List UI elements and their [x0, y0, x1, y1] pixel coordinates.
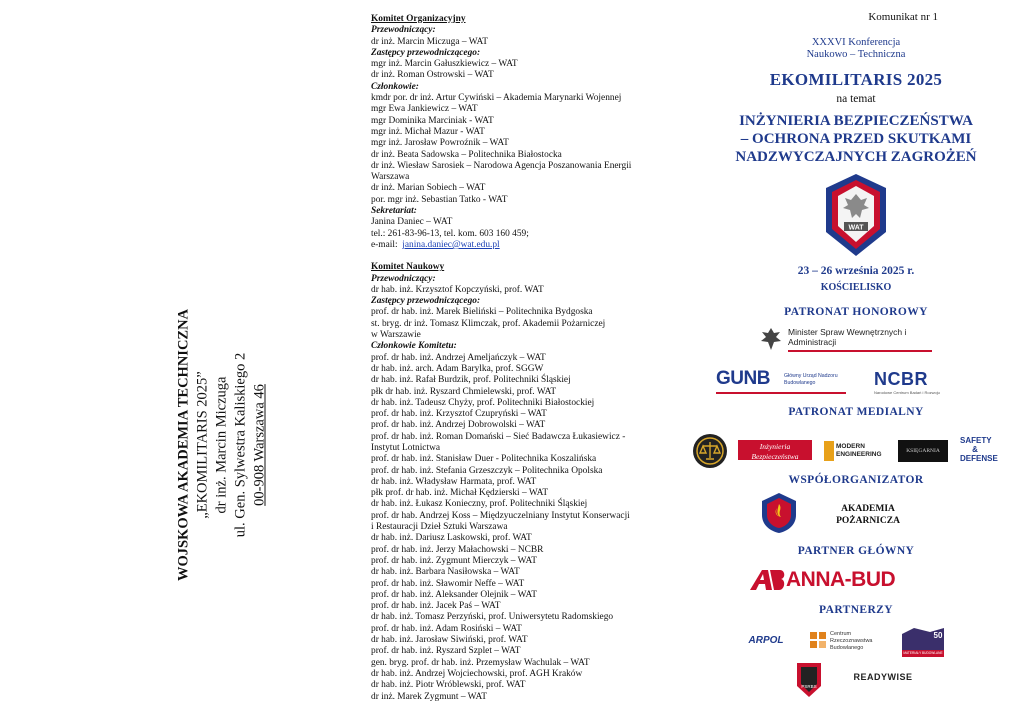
- svg-text:50: 50: [933, 631, 943, 640]
- address-institution: WOJSKOWA AKADEMIA TECHNICZNA: [175, 308, 192, 582]
- org-member: por. mgr inż. Sebastian Tatko - WAT: [371, 194, 508, 205]
- sci-member: dr hab. inż. Tadeusz Chyży, prof. Politechniki Białostockiej: [371, 397, 595, 408]
- sci-member: dr hab. inż. Andrzej Wojciechowski, prof. AGH Kraków: [371, 668, 583, 679]
- org-member: mgr inż. Michał Mazur - WAT: [371, 126, 485, 137]
- org-member: dr inż. Beata Sadowska – Politechnika Białostocka: [371, 149, 562, 160]
- media-modern-logo: [824, 440, 882, 462]
- sci-member: dr hab. inż. Jarosław Siwiński, prof. WAT: [371, 635, 528, 646]
- address-postcode: 00-908 Warszawa 46: [251, 384, 268, 506]
- org-chair: dr inż. Marcin Miczuga – WAT: [371, 36, 488, 47]
- org-deputy: mgr inż. Marcin Gałuszkiewicz – WAT: [371, 59, 518, 70]
- sci-member: dr hab. inż. Dariusz Laskowski, prof. WAT: [371, 533, 532, 544]
- gunb-logo: [716, 368, 856, 396]
- secretariat-role: Sekretariat:: [371, 206, 417, 217]
- email-label: e-mail:: [371, 239, 398, 250]
- sci-member: dr hab. inż. Piotr Wróblewski, prof. WAT: [371, 680, 526, 691]
- heading-main-partner: PARTNER GŁÓWNY: [797, 545, 915, 557]
- address-street: ul. Gen. Sylwestra Kaliskiego 2: [232, 352, 249, 538]
- sci-chair-role: Przewodniczący:: [371, 273, 436, 284]
- cover-panel: [688, 0, 1024, 723]
- topic-line: NADZWYCZAJNYCH ZAGROŻEŃ: [735, 149, 977, 165]
- arpol-text: ARPOL: [748, 635, 784, 646]
- sci-member: prof. dr hab. inż. Jerzy Małachowski – NCBR: [371, 544, 544, 555]
- psrbs-logo: [796, 662, 822, 698]
- sci-member: dr hab. inż. arch. Adam Barylka, prof. SGGW: [371, 363, 544, 374]
- heading-honorary: PATRONAT HONOROWY: [784, 306, 928, 318]
- org-member: kmdr por. dr inż. Artur Cywiński – Akademia Marynarki Wojennej: [371, 93, 622, 104]
- sci-member: płk prof. dr hab. inż. Michał Kędzierski – WAT: [371, 488, 549, 499]
- psrbs-shield-icon: [796, 662, 822, 698]
- sci-member: prof. dr hab. inż. Aleksander Olejnik – WAT: [371, 589, 537, 600]
- readywise-text: READYWISE: [853, 672, 913, 682]
- sci-member: prof. dr hab. inż. Krzysztof Czupryński – WAT: [371, 409, 547, 420]
- heading-coorganizer: WSPÓŁORGANIZATOR: [788, 474, 924, 486]
- sci-member: płk dr hab. inż. Ryszard Chmielewski, prof. WAT: [371, 386, 557, 397]
- sci-member: prof. dr hab. inż. Roman Domański – Sieć Badawcza Łukasiewicz -: [371, 431, 626, 442]
- conference-name: EKOMILITARIS 2025: [769, 70, 943, 89]
- na-temat-label: na temat: [836, 93, 876, 105]
- sci-member: prof. dr hab. inż. Stanisław Duer - Politechnika Koszalińska: [371, 454, 597, 465]
- sci-members-role: Członkowie Komitetu:: [371, 341, 457, 352]
- media-modern-text: MODERN ENGINEERING: [836, 443, 882, 458]
- conference-number: [688, 37, 1024, 61]
- sci-member: dr hab. inż. Władysław Harmata, prof. WAT: [371, 476, 537, 487]
- sci-member: prof. dr hab. inż. Adam Rosiński – WAT: [371, 623, 522, 634]
- media-inzynieria-logo: [738, 440, 812, 460]
- ncbr-logo: [874, 369, 964, 397]
- sci-member: prof. dr hab. inż. Andrzej Dobrowolski – WAT: [371, 420, 546, 431]
- materialy-logo: [900, 624, 946, 658]
- committees-panel: [371, 14, 671, 723]
- sci-deputy: w Warszawie: [371, 330, 421, 341]
- wat-emblem-text: WAT: [848, 224, 864, 232]
- modern-engineering-icon: [824, 441, 834, 461]
- sci-member: prof. dr hab. inż. Zygmunt Mierczyk – WAT: [371, 555, 537, 566]
- heading-media: PATRONAT MEDIALNY: [788, 406, 924, 418]
- mailing-address: [175, 285, 270, 605]
- media-inzynieria-text: Inżynieria Bezpieczeństwa: [751, 442, 799, 461]
- org-member: Warszawa: [371, 172, 410, 183]
- sci-deputies-role: Zastępcy przewodniczącego:: [371, 296, 481, 307]
- sci-member: prof. dr hab. inż. Jacek Paś – WAT: [371, 601, 501, 612]
- org-member: mgr Dominika Marciniak - WAT: [371, 115, 494, 126]
- wat-emblem-icon: [822, 172, 890, 258]
- media-ksiegarnia-text: KSIĘGARNIA: [906, 448, 940, 454]
- org-chair-role: Przewodniczący:: [371, 25, 436, 36]
- akademia-text: AKADEMIA POŻARNICZA: [836, 504, 900, 526]
- sci-member: dr hab. inż. Barbara Nasiłowska – WAT: [371, 567, 520, 578]
- topic-line: INŻYNIERIA BEZPIECZEŃSTWA: [739, 113, 973, 129]
- readywise-logo: [848, 672, 918, 688]
- address-panel: [0, 0, 340, 723]
- conference-date: 23 – 26 września 2025 r.: [797, 265, 915, 277]
- ncbr-text: NCBR: [874, 369, 928, 389]
- sci-member: prof. dr hab. inż. Sławomir Neffe – WAT: [371, 578, 525, 589]
- org-member: mgr inż. Jarosław Powroźnik – WAT: [371, 138, 509, 149]
- arpol-logo: [746, 630, 786, 654]
- sci-member: dr inż. Marek Zygmunt – WAT: [371, 691, 487, 702]
- mswia-text: Minister Spraw Wewnętrznych i Administracji: [788, 327, 907, 347]
- email-link[interactable]: janina.daniec@wat.edu.pl: [402, 239, 500, 250]
- org-member: dr inż. Wiesław Sarosiek – Narodowa Agencja Poszanowania Energii: [371, 160, 632, 171]
- eagle-icon: [760, 326, 782, 352]
- secretariat-email-line: [371, 240, 671, 251]
- conference-place: KOŚCIELISKO: [820, 282, 892, 293]
- sci-member: prof. dr hab. inż. Ryszard Szplet – WAT: [371, 646, 521, 657]
- sci-member: dr hab. inż. Łukasz Konieczny, prof. Politechniki Śląskiej: [371, 499, 588, 510]
- sci-member: prof. dr hab. inż. Andrzej Ameljańczyk – WAT: [371, 352, 546, 363]
- sci-member: prof. dr hab. Andrzej Koss – Międzyuczelniany Instytut Konserwacji: [371, 510, 630, 521]
- media-safety-text: SAFETY & DEFENSE: [960, 436, 998, 463]
- org-members-role: Członkowie:: [371, 81, 419, 92]
- conference-topic: [688, 112, 1024, 166]
- conference-ordinal: XXXVI Konferencja: [811, 37, 901, 48]
- akademia-emblem-icon: [760, 492, 798, 534]
- materialy-text: MATERIAŁY BUDOWLANE: [903, 651, 943, 655]
- sci-committee-title: Komitet Naukowy: [371, 262, 445, 273]
- org-deputies-role: Zastępcy przewodniczącego:: [371, 47, 481, 58]
- sci-member: prof. dr hab. inż. Stefania Grzeszczyk – Politechnika Opolska: [371, 465, 603, 476]
- annabud-text: ANNA-BUD: [786, 568, 896, 591]
- secretariat-person: Janina Daniec – WAT: [371, 217, 453, 228]
- sci-chair: dr hab. inż. Krzysztof Kopczyński, prof. WAT: [371, 284, 544, 295]
- topic-line: – OCHRONA PRZED SKUTKAMI: [740, 131, 972, 147]
- media-safety-logo: [960, 436, 998, 466]
- secretariat-phone: tel.: 261-83-96-13, tel. kom. 603 160 459;: [371, 228, 529, 239]
- address-conference: „EKOMILITARIS 2025”: [194, 371, 211, 519]
- media-ksiegarnia-logo: [898, 440, 948, 462]
- ncbr-subtext: Narodowe Centrum Badań i Rozwoju: [874, 390, 940, 395]
- psrbs-text: PSRBS: [801, 684, 817, 689]
- org-member: mgr Ewa Jankiewicz – WAT: [371, 104, 478, 115]
- annabud-logo: [748, 566, 918, 596]
- komunikat-label: Komunikat nr 1: [868, 11, 938, 23]
- sci-member: i Restauracji Dzieł Sztuki Warszawa: [371, 522, 508, 533]
- heading-partners: PARTNERZY: [819, 604, 893, 616]
- sci-member: gen. bryg. prof. dr hab. inż. Przemysław Wachulak – WAT: [371, 657, 590, 668]
- annabud-mark-icon: [748, 568, 786, 592]
- org-member: dr inż. Marian Sobiech – WAT: [371, 183, 486, 194]
- sci-member: dr hab. inż. Tomasz Perzyński, prof. Uniwersytetu Radomskiego: [371, 612, 614, 623]
- sci-member: Instytut Lotnictwa: [371, 442, 440, 453]
- sci-member: dr hab. inż. Rafał Burdzik, prof. Politechniki Śląskiej: [371, 375, 571, 386]
- gunb-subtext: Główny Urząd Nadzoru Budowlanego: [784, 373, 838, 386]
- crb-grid-icon: [810, 632, 826, 648]
- gunb-text: GUNB: [716, 368, 770, 389]
- mswia-logo: [760, 326, 930, 356]
- scales-emblem-icon: [692, 433, 728, 469]
- address-person: dr inż. Marcin Miczuga: [213, 376, 230, 514]
- sci-deputy: st. bryg. dr inż. Tomasz Klimczak, prof. Akademii Pożarniczej: [371, 318, 606, 329]
- crb-logo: [810, 630, 886, 654]
- org-deputy: dr inż. Roman Ostrowski – WAT: [371, 70, 494, 81]
- crb-text: Centrum Rzeczoznawstwa Budowlanego: [830, 631, 873, 651]
- org-committee-title: Komitet Organizacyjny: [371, 14, 466, 24]
- sci-deputy: prof. dr hab. inż. Marek Bieliński – Politechnika Bydgoska: [371, 307, 593, 318]
- conference-type: Naukowo – Techniczna: [806, 49, 906, 60]
